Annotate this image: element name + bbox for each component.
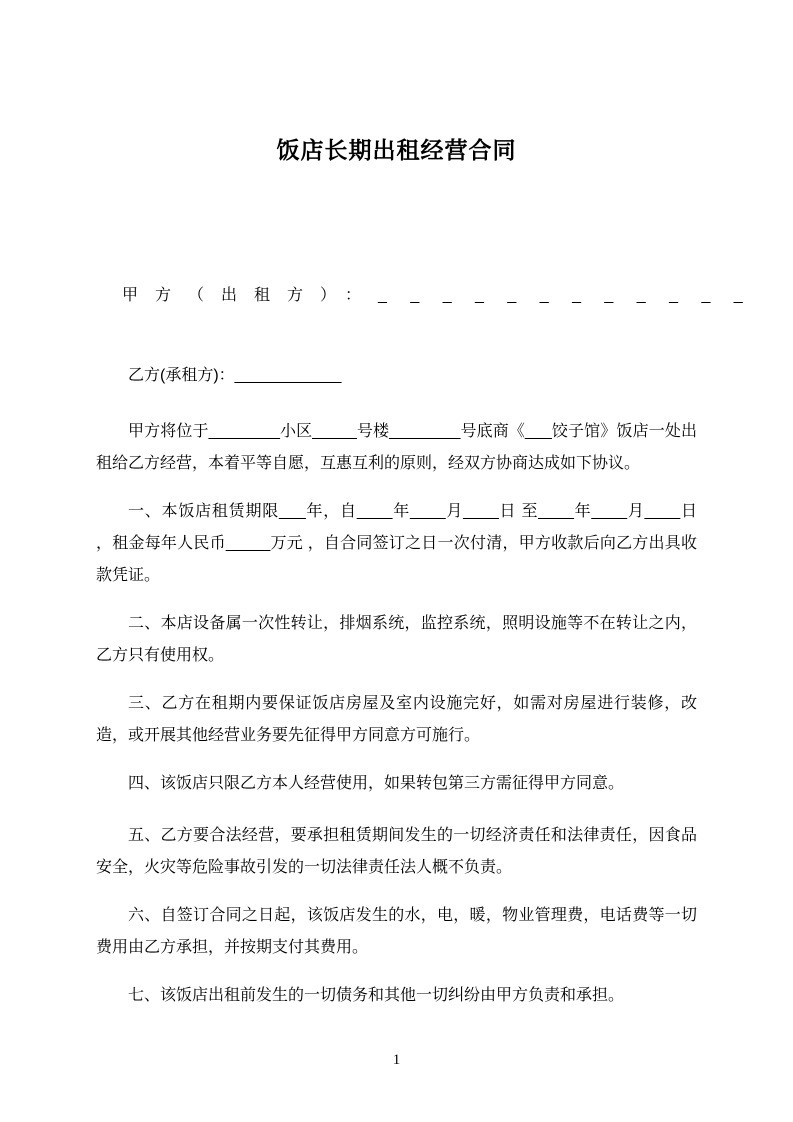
party-a-line	[96, 280, 743, 312]
clause-5: 五、乙方要合法经营，要承担租赁期间发生的一切经济责任和法律责任，因食品安全，火灾等危险事故引发的一切法律责任法人概不负责。	[96, 827, 697, 876]
intro-paragraph: 甲方将位于________小区_____号楼________号底商《___饺子馆》饭店一处出租给乙方经营，本着平等自愿，互惠互利的原则，经双方协商达成如下协议。	[96, 423, 697, 472]
clause-3: 三、乙方在租期内要保证饭店房屋及室内设施完好，如需对房屋进行装修，改造，或开展其他经营业务要先征得甲方同意方可施行。	[96, 695, 697, 744]
party-a-blank-field: _ _ _ _ _ _ _ _ _ _ _ _	[378, 287, 743, 304]
clause-6: 六、自签订合同之日起，该饭店发生的水，电，暖，物业管理费，电话费等一切费用由乙方承担，并按期支付其费用。	[96, 907, 697, 956]
clause-7: 七、该饭店出租前发生的一切债务和其他一切纠纷由甲方负责和承担。	[128, 987, 625, 1004]
party-b-blank-field: ____________	[234, 367, 342, 384]
clause-4: 四、该饭店只限乙方本人经营使用，如果转包第三方需征得甲方同意。	[128, 775, 625, 792]
document-title: 饭店长期出租经营合同	[276, 137, 517, 163]
party-b-line	[96, 360, 697, 392]
party-a-label: 甲方（出租方）：	[122, 287, 379, 304]
clause-1: 一、本饭店租赁期限___年，自____年____月____日 至____年____月____日 ，租金每年人民币_____万元 ，自合同签订之日一次付清，甲方收款后向乙方出具收款凭证。	[96, 503, 697, 584]
clause-2: 二、本店设备属一次性转让，排烟系统，监控系统，照明设施等不在转让之内，乙方只有使用权。	[96, 615, 697, 664]
party-b-label: 乙方(承租方)：	[128, 367, 235, 384]
page-number: 1	[392, 1052, 401, 1068]
